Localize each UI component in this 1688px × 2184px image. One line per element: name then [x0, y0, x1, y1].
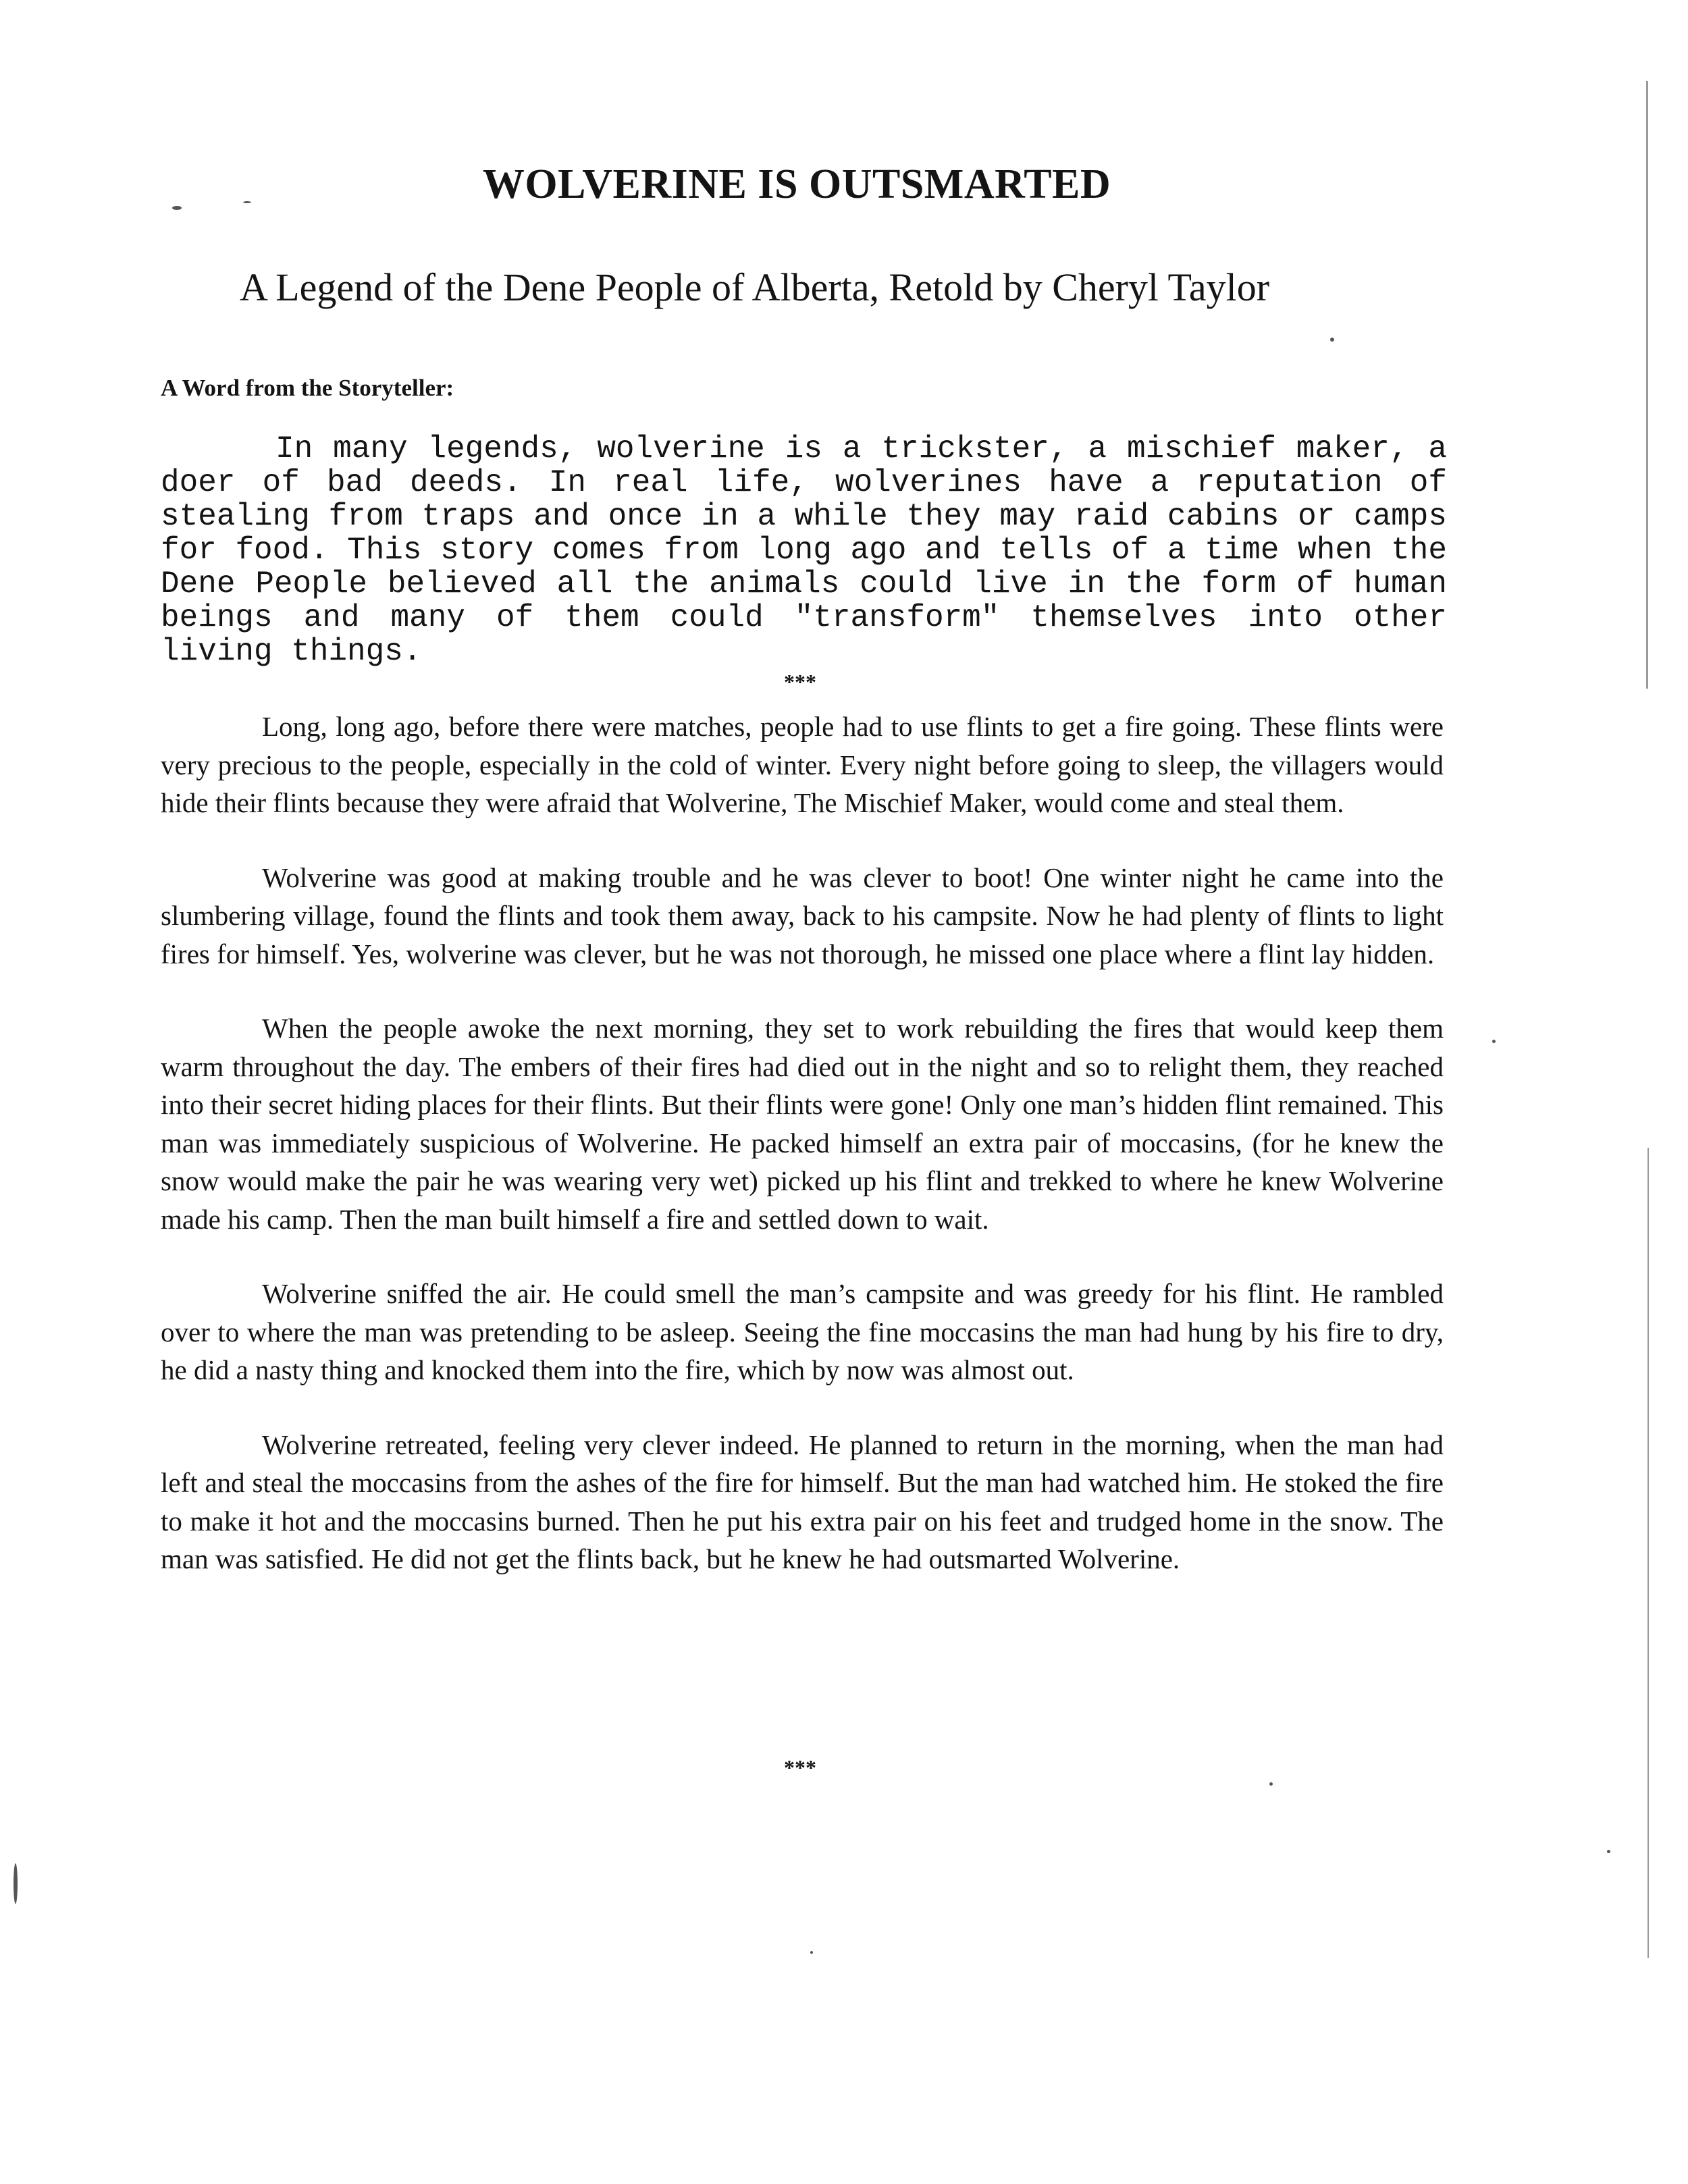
scan-speck	[1607, 1850, 1610, 1853]
story-paragraph: Wolverine retreated, feeling very clever indeed. He planned to return in the morning, when the man had left and steal the moccasins from the ashes of the fire for himself. But the man had watched him. He stoked the fire to make it hot and the moccasins burned. Then he put his extra pair on his feet and trudged home in the snow. The man was satisfied. He did not get the flints back, but he knew he had outsmarted Wolverine.	[161, 1429, 1444, 1574]
scan-speck	[1330, 338, 1334, 342]
story-body	[161, 708, 1444, 1615]
scan-speck	[1269, 1782, 1273, 1786]
page-subtitle: A Legend of the Dene People of Alberta, Retold by Cheryl Taylor	[240, 265, 1270, 309]
scan-edge-line	[1646, 81, 1648, 689]
page-title: WOLVERINE IS OUTSMARTED	[482, 161, 1111, 207]
story-paragraph: Long, long ago, before there were matches, people had to use flints to get a fire going. These flints were very precious to the people, especially in the cold of winter. Every night before going to sleep, the villagers would hide their flints because they were afraid that Wolverine, The Mischief Maker, would come and steal them.	[161, 711, 1444, 818]
storyteller-note	[161, 432, 1447, 668]
story-paragraph: Wolverine sniffed the air. He could smell the man’s campsite and was greedy for his flint. He rambled over to where the man was pretending to be asleep. Seeing the fine moccasins the man had hung by his fire to dry, he did a nasty thing and knocked them into the fire, which by now was almost out.	[161, 1278, 1444, 1385]
end-separator: ***	[784, 1755, 816, 1780]
storyteller-heading: A Word from the Storyteller:	[161, 375, 454, 401]
scan-speck	[810, 1951, 813, 1954]
scan-speck	[1492, 1040, 1496, 1043]
storyteller-paragraph: In many legends, wolverine is a trickster, a mischief maker, a doer of bad deeds. In real life, wolverines have a reputation of stealing from traps and once in a while they may raid cabins or camps for food. This story comes from long ago and tells of a time when the Dene People believed all the animals could live in the form of human beings and many of them could "transform" themselves into other living things.	[161, 431, 1447, 669]
story-paragraph: When the people awoke the next morning, they set to work rebuilding the fires that would keep them warm throughout the day. The embers of their fires had died out in the night and so to relight them, they reached into their secret hiding places for their flints. But their flints were gone! Only one man’s hidden flint remained. This man was immediately suspicious of Wolverine. He packed himself an extra pair of moccasins, (for he knew the snow would make the pair he was wearing very wet) picked up his flint and trekked to where he knew Wolverine made his camp. Then the man built himself a fire and settled down to wait.	[161, 1013, 1444, 1235]
section-separator: ***	[784, 670, 816, 694]
scan-speck	[14, 1863, 18, 1904]
story-paragraph: Wolverine was good at making trouble and he was clever to boot! One winter night he came into the slumbering village, found the flints and took them away, back to his campsite. Now he had plenty of flints to light fires for himself. Yes, wolverine was clever, but he was not thorough, he missed one place where a flint lay hidden.	[161, 861, 1444, 969]
scan-edge-line	[1647, 1148, 1649, 1958]
scan-speck	[172, 206, 182, 210]
scan-speck	[243, 201, 251, 203]
